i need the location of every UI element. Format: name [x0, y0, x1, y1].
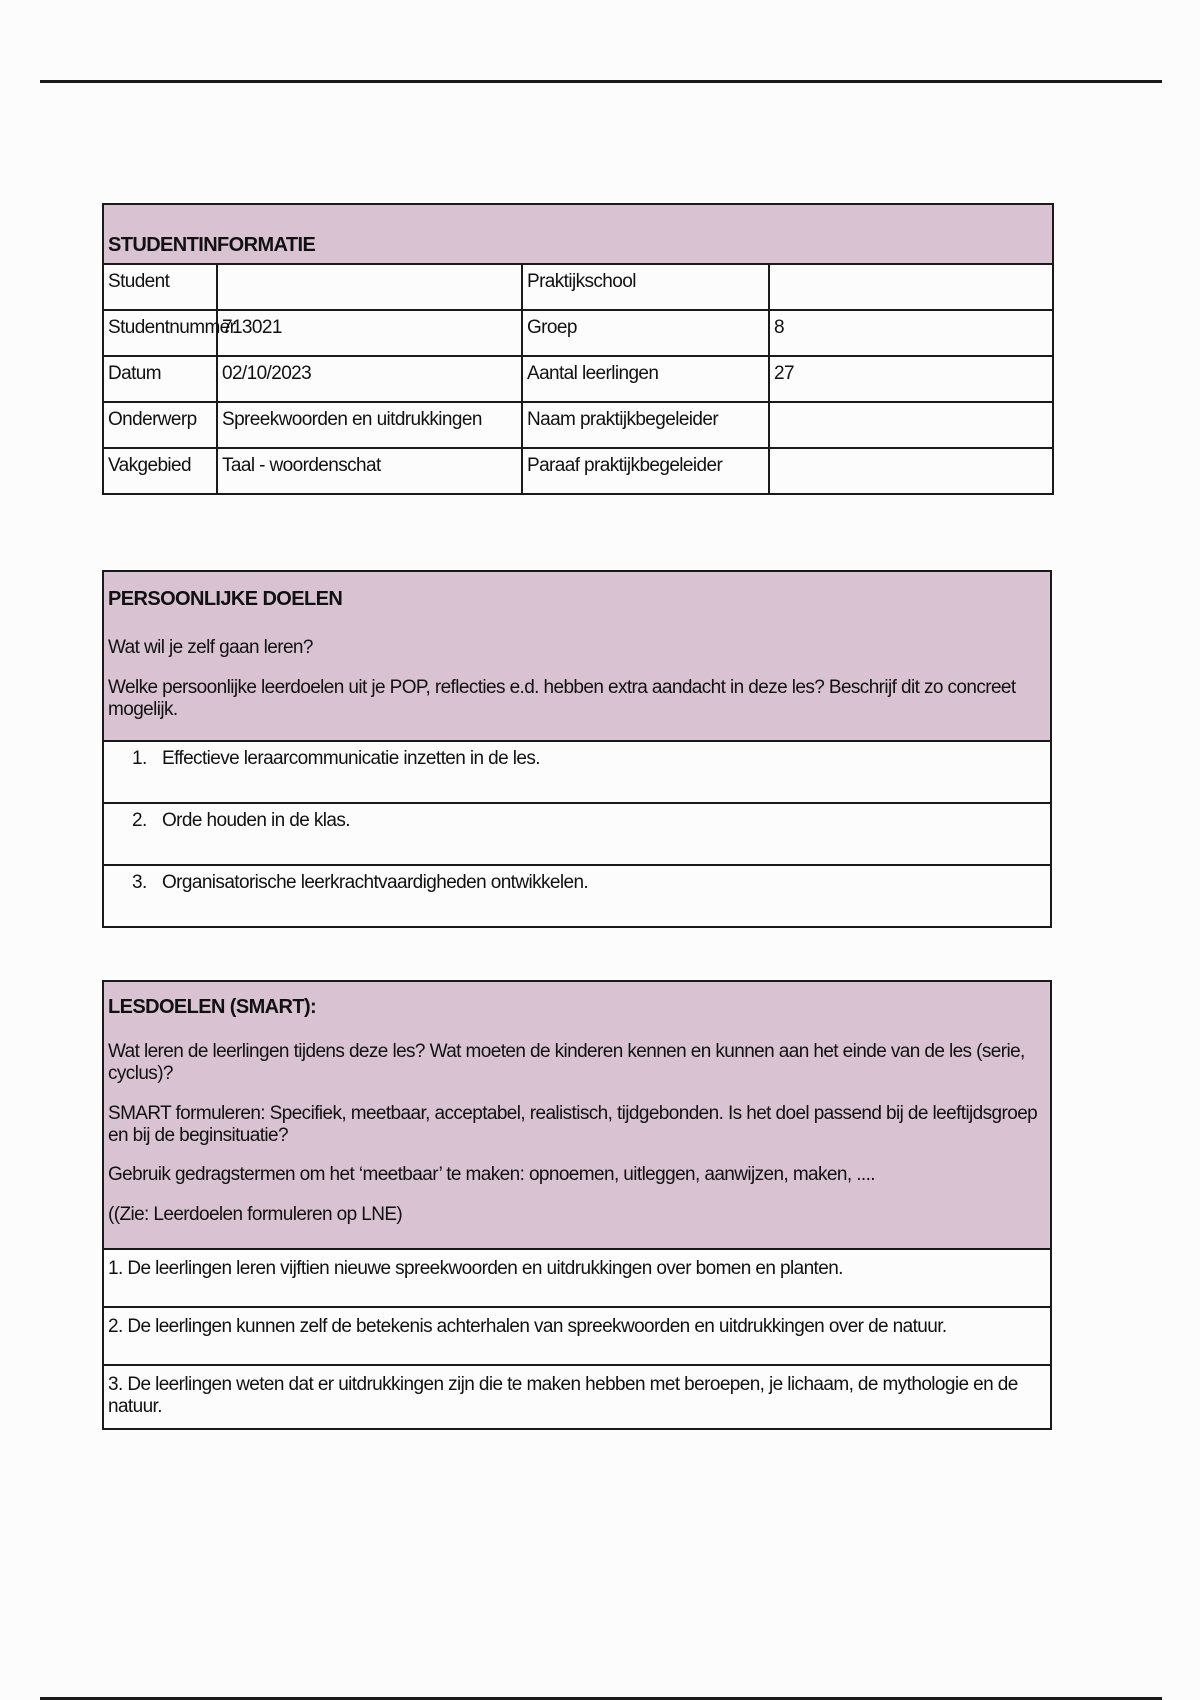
field-label: Vakgebied — [103, 448, 217, 494]
studentinfo-table — [102, 203, 1054, 495]
field-label: Datum — [103, 356, 217, 402]
field-value[interactable] — [769, 402, 1053, 448]
list-item — [103, 741, 1051, 803]
personal-goal-cell[interactable] — [103, 865, 1051, 927]
lesson-goals-title: LESDOELEN (SMART): — [108, 996, 317, 1018]
field-value[interactable] — [769, 448, 1053, 494]
goal-text: Orde houden in de klas. — [162, 810, 350, 831]
personal-goals-header — [103, 571, 1051, 741]
studentinfo-title: STUDENTINFORMATIE — [108, 234, 316, 256]
field-value[interactable]: Spreekwoorden en uitdrukkingen — [217, 402, 522, 448]
field-label: Praktijkschool — [522, 264, 769, 310]
lesson-goals-instruction: ((Zie: Leerdoelen formuleren op LNE) — [108, 1204, 403, 1226]
list-item — [103, 803, 1051, 865]
goal-number: 1. — [132, 748, 147, 769]
lesson-goal-cell[interactable]: 3. De leerlingen weten dat er uitdrukkingen zijn die te maken hebben met beroepen, je lichaam, de mythologie en de natuur. — [103, 1365, 1051, 1429]
table-row — [103, 310, 1053, 356]
field-label: Naam praktijkbegeleider — [522, 402, 769, 448]
list-item — [103, 1365, 1051, 1429]
field-value[interactable]: 8 — [769, 310, 1053, 356]
personal-goals-question-1: Wat wil je zelf gaan leren? — [108, 637, 313, 658]
field-label: Groep — [522, 310, 769, 356]
personal-goals-table — [102, 570, 1052, 928]
field-value[interactable]: 713021 — [217, 310, 522, 356]
field-value[interactable]: 27 — [769, 356, 1053, 402]
field-value[interactable] — [769, 264, 1053, 310]
goal-text: Effectieve leraarcommunicatie inzetten in de les. — [162, 748, 540, 769]
list-item — [103, 1307, 1051, 1365]
lesson-goals-header — [103, 981, 1051, 1249]
field-label: Onderwerp — [103, 402, 217, 448]
list-item — [103, 865, 1051, 927]
top-rule — [40, 80, 1162, 83]
field-label: Aantal leerlingen — [522, 356, 769, 402]
field-label: Paraaf praktijkbegeleider — [522, 448, 769, 494]
personal-goals-question-2: Welke persoonlijke leerdoelen uit je POP, reflecties e.d. hebben extra aandacht in deze les? Beschrijf dit zo concreet mogelijk. — [108, 676, 1016, 720]
goal-text: Organisatorische leerkrachtvaardigheden ontwikkelen. — [162, 872, 589, 893]
lesson-goal-cell[interactable]: 1. De leerlingen leren vijftien nieuwe spreekwoorden en uitdrukkingen over bomen en planten. — [103, 1249, 1051, 1307]
field-value[interactable]: 02/10/2023 — [217, 356, 522, 402]
table-row — [103, 448, 1053, 494]
field-label: Studentnummer — [103, 310, 217, 356]
personal-goal-cell[interactable] — [103, 803, 1051, 865]
list-item — [103, 1249, 1051, 1307]
lesson-goals-table — [102, 980, 1052, 1430]
lesson-goal-cell[interactable]: 2. De leerlingen kunnen zelf de betekenis achterhalen van spreekwoorden en uitdrukkingen over de natuur. — [103, 1307, 1051, 1365]
table-row — [103, 264, 1053, 310]
field-value[interactable]: Taal - woordenschat — [217, 448, 522, 494]
studentinfo-header — [103, 204, 1053, 264]
table-row — [103, 402, 1053, 448]
table-row — [103, 356, 1053, 402]
goal-number: 2. — [132, 810, 147, 831]
lesson-goals-instruction: Gebruik gedragstermen om het ‘meetbaar’ te maken: opnoemen, uitleggen, aanwijzen, maken, .... — [108, 1164, 875, 1186]
field-label: Student — [103, 264, 217, 310]
lesson-goals-instruction: Wat leren de leerlingen tijdens deze les? Wat moeten de kinderen kennen en kunnen aan het einde van de les (serie, cyclus)? — [108, 1041, 1025, 1084]
goal-number: 3. — [132, 872, 147, 893]
lesson-goals-instruction: SMART formuleren: Specifiek, meetbaar, acceptabel, realistisch, tijdgebonden. Is het doel passend bij de leeftijdsgroep en bij de beginsituatie? — [108, 1102, 1038, 1146]
personal-goal-cell[interactable] — [103, 741, 1051, 803]
field-value[interactable] — [217, 264, 522, 310]
personal-goals-title: PERSOONLIJKE DOELEN — [108, 588, 343, 610]
